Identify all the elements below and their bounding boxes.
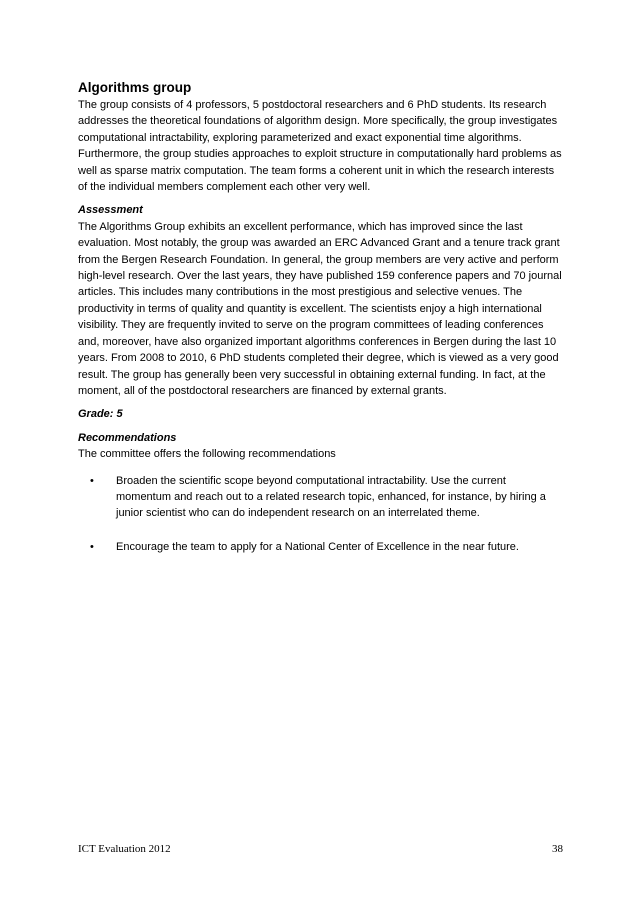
page-number: 38 xyxy=(552,843,563,855)
recommendations-title: Recommendations xyxy=(78,431,177,444)
assessment-title: Assessment xyxy=(78,204,143,217)
recommendations-list xyxy=(78,473,563,556)
bullet-icon: • xyxy=(90,540,94,553)
list-item-text: Broaden the scientific scope beyond computational intractability. Use the current momentum and reach out to a related research topic, enhanced, for instance, by hiring a junior scientist who can do independent research on an interrelated theme. xyxy=(116,474,546,520)
intro-paragraph: The group consists of 4 professors, 5 postdoctoral researchers and 6 PhD students. Its research addresses the theoretical foundations of algorithm design. More specifically, the group investigates computational intractability, exploring parameterized and exact exponential time algorithms. Furthermore, the group studies approaches to exploit structure in computationally hard problems as well as sparse matrix computation. The team forms a coherent unit in which the research interests of the individual members complement each other very well. xyxy=(78,99,562,194)
list-item-text: Encourage the team to apply for a National Center of Excellence in the near future. xyxy=(116,540,519,553)
list-item xyxy=(78,473,563,522)
page-body xyxy=(78,78,563,555)
assessment-paragraph: The Algorithms Group exhibits an excellent performance, which has improved since the last evaluation. Most notably, the group was awarded an ERC Advanced Grant and a tenure track grant from the Bergen Research Foundation. In general, the group members are very active and perform high-level research. Over the last years, they have published 159 conference papers and 70 journal articles. This includes many contributions in the most prestigious and selective venues. The productivity in terms of quality and quantity is excellent. The scientists enjoy a high international visibility. They are frequently invited to serve on the program committees of leading conferences and, moreover, have also organized important algorithms conferences in Bergen during the last 10 years. From 2008 to 2010, 6 PhD students completed their degree, which is viewed as a very good result. The group has generally been very successful in obtaining external funding. In fact, at the moment, all of the postdoctoral researchers are financed by external grants. xyxy=(78,220,562,397)
list-item xyxy=(78,539,563,555)
footer-title: ICT Evaluation 2012 xyxy=(78,843,171,855)
recommendations-intro: The committee offers the following recommendations xyxy=(78,448,336,461)
bullet-icon: • xyxy=(90,474,94,487)
grade-label: Grade: 5 xyxy=(78,408,123,421)
section-heading: Algorithms group xyxy=(78,80,192,95)
